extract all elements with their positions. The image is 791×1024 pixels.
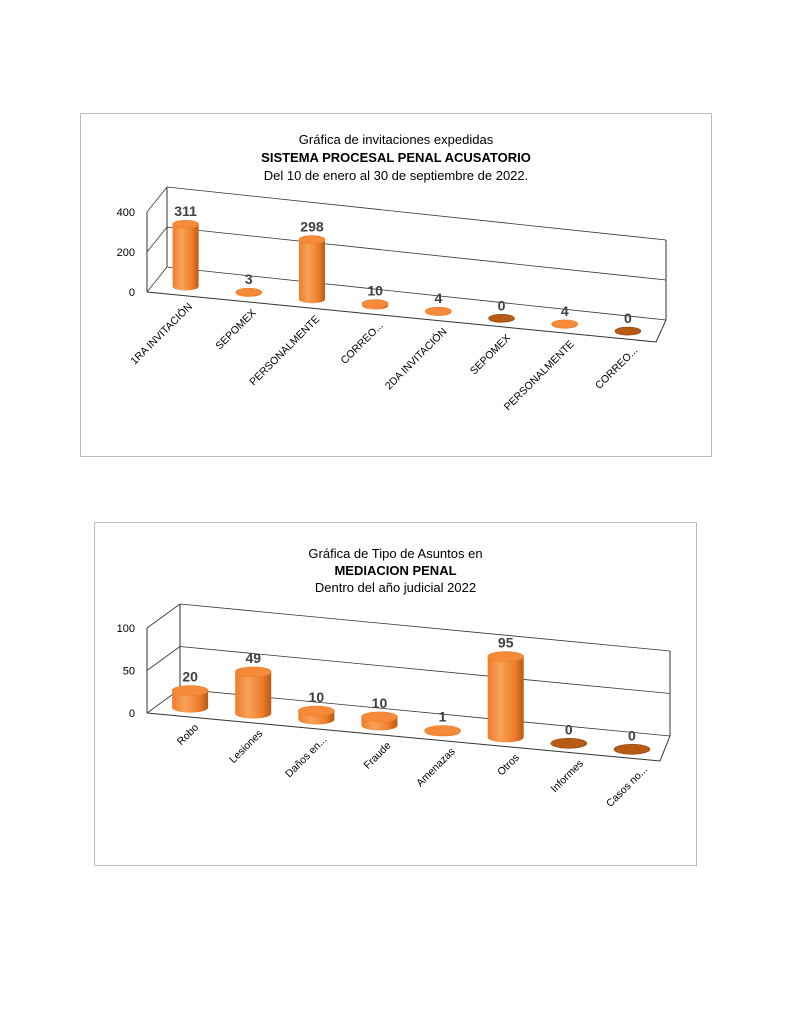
chart-title-line-1: Gráfica de invitaciones expedidas bbox=[298, 132, 494, 147]
mediacion-plot bbox=[95, 523, 696, 865]
bar-2 bbox=[298, 706, 334, 725]
chart-title-line-3: Dentro del año judicial 2022 bbox=[314, 580, 477, 595]
data-label: 4 bbox=[434, 290, 443, 307]
bar-1 bbox=[236, 288, 262, 297]
invitaciones-chart bbox=[80, 113, 712, 457]
gridline bbox=[167, 187, 666, 240]
y-tick-label: 100 bbox=[116, 623, 135, 635]
chart-title-line-2: SISTEMA PROCESAL PENAL ACUSATORIO bbox=[261, 150, 531, 165]
bar-7 bbox=[614, 744, 650, 754]
y-tick-label: 200 bbox=[116, 247, 135, 259]
bar-top bbox=[488, 652, 524, 662]
floor-line bbox=[147, 713, 670, 761]
chart-title-line-3: Del 10 de enero al 30 de septiembre de 2022. bbox=[263, 168, 529, 183]
bar-top bbox=[552, 320, 578, 328]
data-label: 1 bbox=[438, 708, 447, 725]
gridline bbox=[180, 604, 670, 651]
bar-3 bbox=[362, 300, 388, 310]
gridline bbox=[147, 187, 167, 212]
bar-flat bbox=[489, 314, 515, 322]
bar-top bbox=[361, 712, 397, 722]
data-label: 298 bbox=[300, 218, 324, 235]
category-label: SEPOMEX bbox=[213, 307, 259, 353]
bar-body bbox=[235, 672, 271, 719]
category-label: Otros bbox=[495, 751, 522, 779]
category-label: Casos no... bbox=[604, 763, 651, 810]
category-label: CORREO... bbox=[593, 344, 641, 392]
bar-top bbox=[235, 667, 271, 677]
bar-6 bbox=[551, 738, 587, 748]
category-label: Fraude bbox=[361, 739, 394, 772]
data-label: 0 bbox=[624, 310, 632, 327]
data-label: 10 bbox=[371, 694, 388, 711]
bar-body bbox=[173, 224, 199, 290]
data-label: 95 bbox=[497, 634, 514, 651]
category-label: PERSONALMENTE bbox=[247, 313, 323, 389]
bar-flat bbox=[551, 738, 587, 748]
gridline bbox=[147, 227, 167, 252]
gridline bbox=[147, 604, 180, 628]
bar-body bbox=[299, 240, 325, 304]
category-label: Daños en... bbox=[282, 733, 330, 781]
bar-4 bbox=[425, 307, 451, 316]
bar-2 bbox=[299, 236, 325, 304]
bar-5 bbox=[489, 314, 515, 322]
data-label: 0 bbox=[564, 721, 573, 738]
y-tick-label: 50 bbox=[122, 665, 135, 678]
data-label: 49 bbox=[245, 649, 262, 666]
category-label: Lesiones bbox=[227, 727, 266, 766]
bar-flat bbox=[615, 327, 641, 335]
category-label: Robo bbox=[174, 721, 202, 748]
data-label: 0 bbox=[497, 297, 506, 314]
data-label: 10 bbox=[367, 282, 383, 299]
invitaciones-plot bbox=[81, 114, 711, 456]
chart-title-line-1: Gráfica de Tipo de Asuntos en bbox=[308, 546, 483, 561]
data-label: 4 bbox=[560, 302, 569, 319]
bar-1 bbox=[235, 667, 271, 719]
bar-0 bbox=[173, 220, 199, 290]
bar-3 bbox=[361, 712, 397, 730]
chart-title-line-2: MEDIACION PENAL bbox=[334, 563, 457, 578]
data-label: 20 bbox=[182, 668, 198, 685]
bar-top bbox=[362, 300, 388, 308]
category-label: 1RA INVITACIÓN bbox=[128, 300, 195, 368]
bar-7 bbox=[615, 327, 641, 335]
gridline bbox=[147, 267, 167, 292]
category-label: SEPOMEX bbox=[467, 332, 514, 378]
bar-5 bbox=[488, 652, 524, 743]
bar-top bbox=[172, 686, 208, 696]
gridline bbox=[147, 647, 180, 671]
y-tick-label: 400 bbox=[116, 207, 135, 219]
bar-top bbox=[299, 236, 325, 244]
bar-flat bbox=[614, 744, 650, 754]
category-label: CORREO... bbox=[338, 319, 386, 367]
bar-top bbox=[173, 220, 199, 228]
category-label: 2DA INVITACIÓN bbox=[382, 325, 450, 393]
data-label: 311 bbox=[174, 203, 197, 220]
category-label: PERSONALMENTE bbox=[501, 338, 577, 414]
bar-top bbox=[298, 706, 334, 716]
category-label: Informes bbox=[548, 757, 586, 796]
gridline bbox=[167, 227, 666, 280]
bar-6 bbox=[552, 320, 578, 329]
bar-4 bbox=[425, 726, 461, 737]
bar-body bbox=[488, 657, 524, 743]
y-tick-label: 0 bbox=[128, 708, 135, 720]
y-tick-label: 0 bbox=[128, 287, 135, 299]
data-label: 10 bbox=[308, 688, 325, 705]
bar-top bbox=[425, 307, 451, 315]
data-label: 3 bbox=[244, 271, 253, 288]
bar-0 bbox=[172, 686, 208, 713]
category-label: Amenazas bbox=[414, 745, 458, 790]
bar-top bbox=[236, 288, 262, 296]
mediacion-chart bbox=[94, 522, 697, 866]
bar-top bbox=[425, 726, 461, 736]
data-label: 0 bbox=[628, 727, 636, 744]
